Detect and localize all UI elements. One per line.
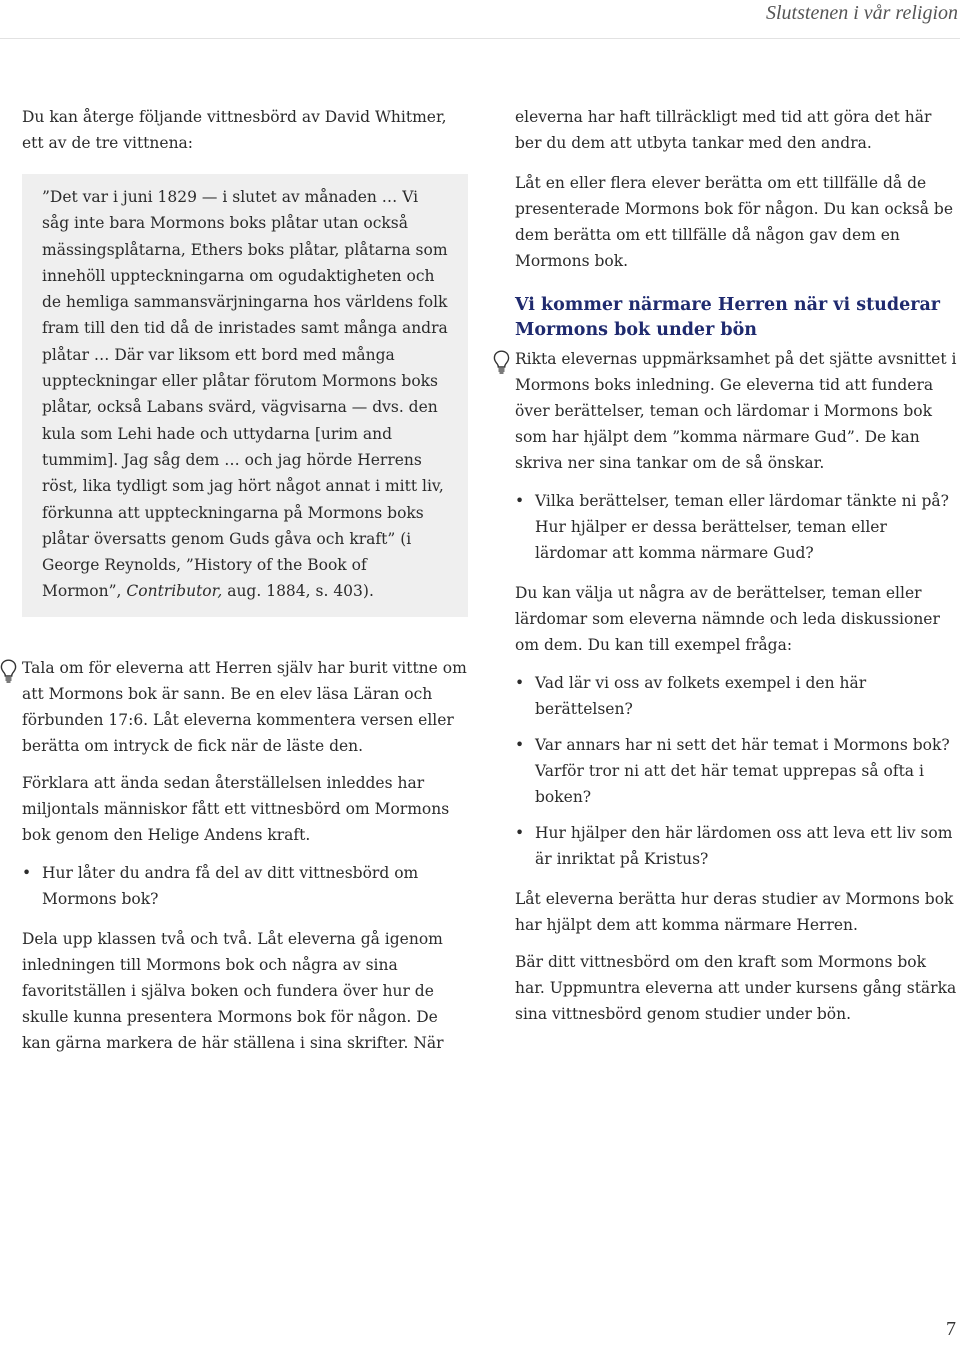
running-title: Slutstenen i vår religion [765,2,958,24]
left-column [22,104,468,1056]
bullet-item: • Vilka berättelser, teman eller lärdomar tänkte ni på? Hur hjälper er dessa berättelser, teman eller lärdomar att komma närmare Gud? [515,488,960,566]
header-rule [0,38,960,39]
page-number: 7 [946,1318,956,1340]
bullet-list [515,670,960,872]
tip-paragraph: Tala om för eleverna att Herren själv har burit vittne om att Mormons bok är sann. Be en elev läsa Läran och förbunden 17:6. Låt eleverna kommentera versen eller berätta om intryck de fick när de läste den. [22,658,467,755]
section-heading: Vi kommer närmare Herren när vi studerar Mormons bok under bön [515,295,941,340]
paragraph: Låt en eller flera elever berätta om ett tillfälle då de presenterade Mormons bok för någon. Du kan också be dem berätta om ett tillfälle då någon gav dem en Mormons bok. [515,174,953,270]
teaching-tip [22,655,468,759]
bullet-item: • Vad lär vi oss av folkets exempel i den här berättelsen? [515,670,960,722]
quote-box [22,174,468,617]
lightbulb-icon [0,659,17,683]
bullet-list [22,860,468,912]
teaching-tip [515,346,960,476]
right-column [515,104,960,1027]
lightbulb-icon [493,350,510,374]
intro-paragraph: Du kan återge följande vittnesbörd av David Whitmer, ett av de tre vittnena: [22,108,447,152]
quote-body: ”Det var i juni 1829 — i slutet av månaden … Vi såg inte bara Mormons boks plåtar utan också mässingsplåtarna, Ethers boks plåtar, plåtarna som innehöll uppteckningarna om ogudaktigheten och de hemliga sammansvärjningarna hos världens folk fram till den tid då de inristades samt många andra plåtar … Där var liksom ett bord med många uppteckningar eller plåtar förutom Mormons boks plåtar, också Labans svärd, vägvisarna — dvs. den kula som Lehi hade och uttydarna [urim and tummim]. Jag såg dem … och jag hörde Herrens röst, lika tydligt som jag hört något annat i mitt liv, förkunna att uppteckningarna på Mormons boks plåtar översatts genom Guds gåva och kraft” (i George Reynolds, ”History of the Book of Mormon”, [42,188,448,601]
paragraph: Bär ditt vittnesbörd om den kraft som Mormons bok har. Uppmuntra eleverna att under kursens gång stärka sina vittnesbörd genom studier under bön. [515,953,957,1023]
tip-paragraph: Rikta elevernas uppmärksamhet på det sjätte avsnittet i Mormons boks inledning. Ge eleverna tid att fundera över berättelser, teman och lärdomar i Mormons bok som har hjälpt dem ”komma närmare Gud”. De kan skriva ner sina tankar om de så önskar. [515,350,957,472]
quote-text [42,184,450,605]
quote-end: aug. 1884, s. 403). [222,582,374,601]
bullet-item: • Hur hjälper den här lärdomen oss att leva ett liv som är inriktat på Kristus? [515,820,960,872]
bullet-list [515,488,960,566]
bullet-item: • Var annars har ni sett det här temat i Mormons bok? Varför tror ni att det här temat upprepas så ofta i boken? [515,732,960,810]
paragraph: Du kan välja ut några av de berättelser, teman eller lärdomar som eleverna nämnde och leda diskussioner om dem. Du kan till exempel fråga: [515,584,940,654]
page-header [0,0,960,30]
paragraph: Dela upp klassen två och två. Låt eleverna gå igenom inledningen till Mormons bok och några av sina favoritställen i själva boken och fundera över hur de skulle kunna presentera Mormons bok för någon. De kan gärna markera de här ställena i sina skrifter. När [22,929,444,1052]
paragraph: Låt eleverna berätta hur deras studier av Mormons bok har hjälpt dem att komma närmare Herren. [515,890,954,934]
bullet-item: • Hur låter du andra få del av ditt vittnesbörd om Mormons bok? [22,860,468,912]
paragraph: eleverna har haft tillräckligt med tid att göra det här ber du dem att utbyta tankar med den andra. [515,108,932,152]
quote-source-italic: Contributor, [126,582,223,601]
paragraph: Förklara att ända sedan återställelsen inleddes har miljontals människor fått ett vittnesbörd om Mormons bok genom den Helige Andens kraft. [22,773,450,844]
